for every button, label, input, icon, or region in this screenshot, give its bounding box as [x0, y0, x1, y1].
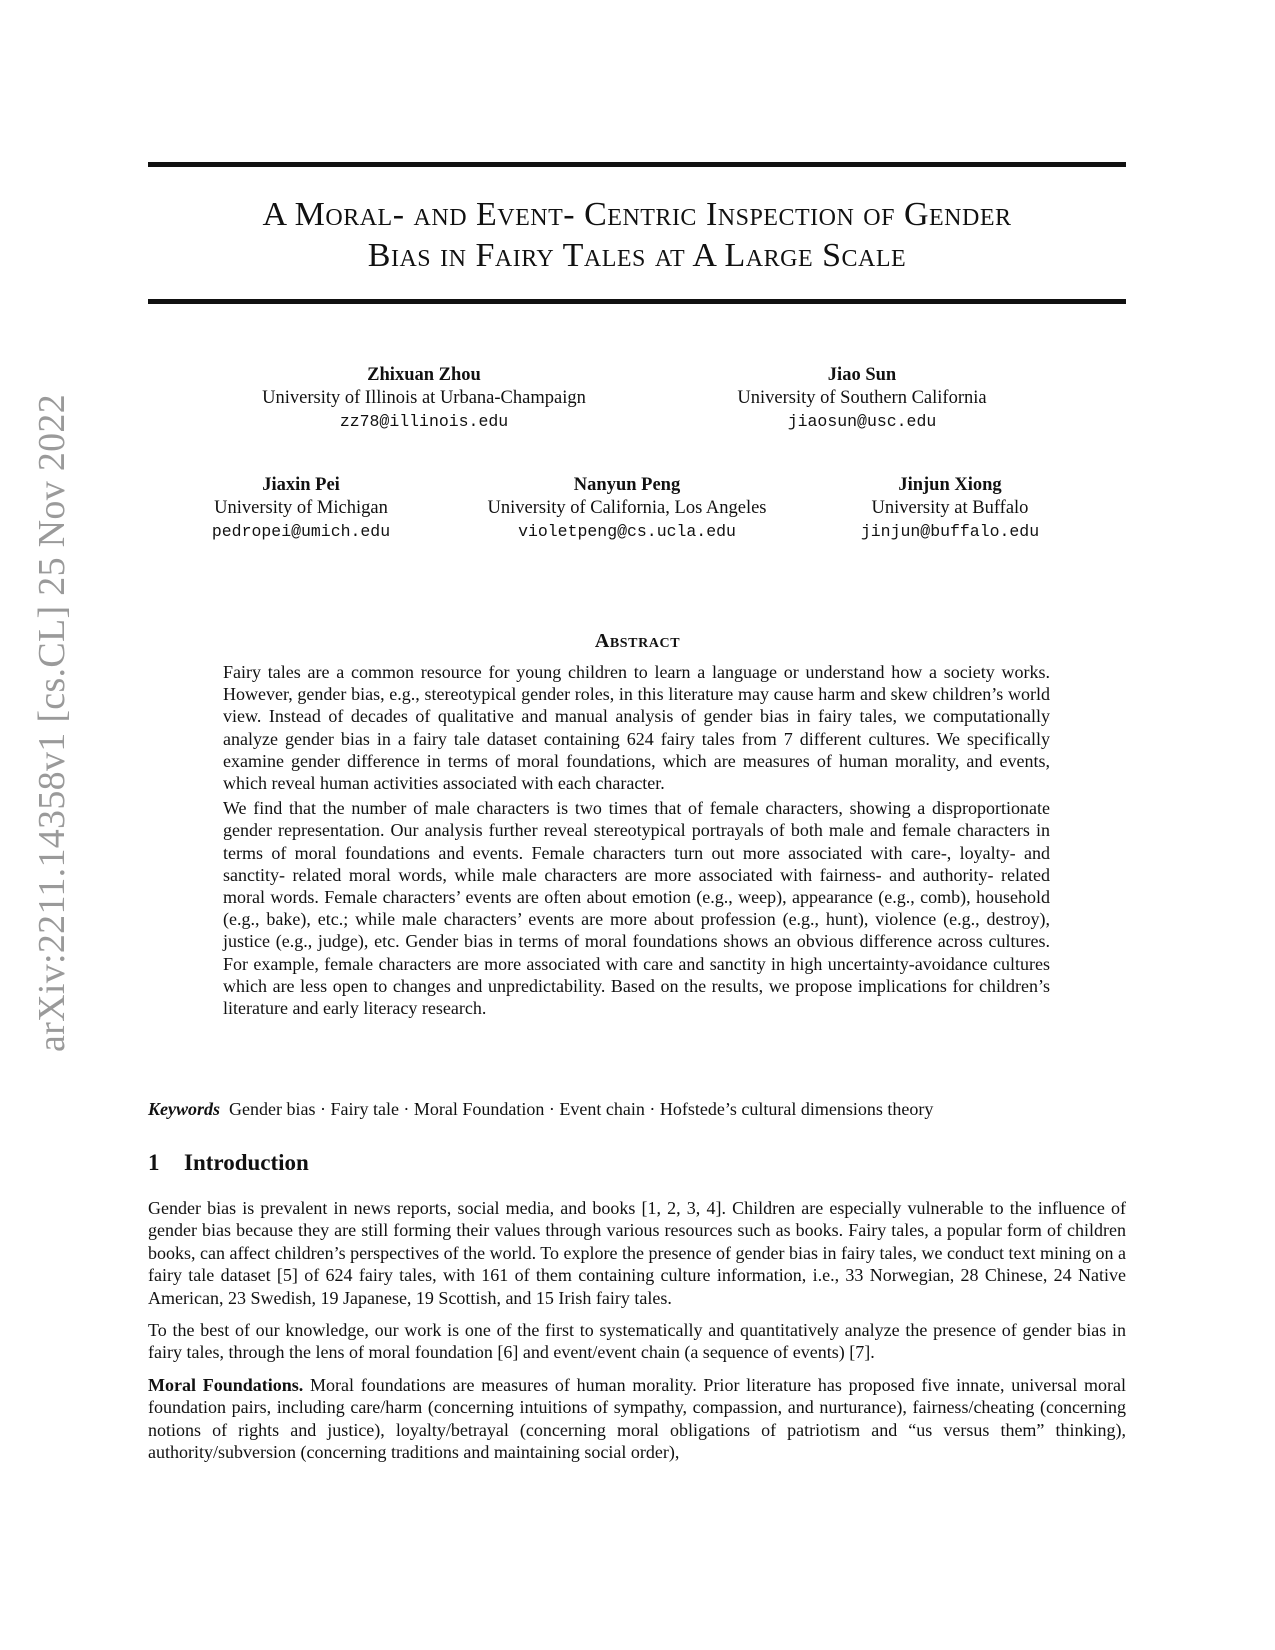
- section-heading: [148, 1150, 309, 1176]
- keywords-label: Keywords: [148, 1099, 220, 1119]
- author-affiliation: University of Michigan: [214, 498, 388, 518]
- arxiv-sidebar-stamp: [28, 376, 76, 1070]
- run-in-heading: Moral Foundations.: [148, 1374, 304, 1395]
- title-bottom-rule: [148, 299, 1126, 304]
- body-paragraph: Gender bias is prevalent in news reports, social media, and books [1, 2, 3, 4]. Children are especially vulnerable to the influence of gender bias because they are still forming their values through various resources such as books. Fairy tales, a popular form of children books, can affect children’s perspectives of the world. To explore the presence of gender bias in fairy tales, we conduct text mining on a fairy tale dataset [5] of 624 fairy tales, with 161 of them containing culture information, i.e., 33 Norwegian, 28 Chinese, 24 Native American, 23 Swedish, 19 Japanese, 19 Scottish, and 15 Irish fairy tales.: [148, 1198, 1126, 1308]
- keywords-text: Gender bias · Fairy tale · Moral Foundation · Event chain · Hofstede’s cultural dimensions theory: [229, 1099, 934, 1119]
- author-block: [737, 364, 986, 433]
- author-email[interactable]: violetpeng@cs.ucla.edu: [518, 522, 736, 541]
- body-paragraph: To the best of our knowledge, our work is one of the first to systematically and quantitatively analyze the presence of gender bias in fairy tales, through the lens of moral foundation [6] and event/event chain (a sequence of events) [7].: [148, 1320, 1126, 1363]
- body-paragraph-text: Moral foundations are measures of human morality. Prior literature has proposed five innate, universal moral foundation pairs, including care/harm (concerning intuitions of sympathy, compassion, and nurturance), fairness/cheating (concerning notions of rights and justice), loyalty/betrayal (concerning moral obligations of patriotism and “us versus them” thinking), authority/subversion (concerning traditions and maintaining social order),: [148, 1374, 1126, 1463]
- abstract-paragraph: We find that the number of male characters is two times that of female characters, showing a disproportionate gender representation. Our analysis further reveal stereotypical portrayals of both male and female characters in terms of moral foundations and events. Female characters turn out more associated with care-, loyalty- and sanctity- related moral words, while male characters are more associated with fairness- and authority- related moral words. Female characters’ events are often about emotion (e.g., weep), appearance (e.g., comb), household (e.g., bake), etc.; while male characters’ events are more about profession (e.g., hunt), violence (e.g., destroy), justice (e.g., judge), etc. Gender bias in terms of moral foundations shows an obvious difference across cultures. For example, female characters are more associated with care and sanctity in high uncertainty-avoidance cultures which are less open to changes and unpredictability. Based on the results, we propose implications for children’s literature and early literacy research.: [223, 798, 1050, 1019]
- title-top-rule: [148, 162, 1126, 167]
- title-line-1: A Moral- and Event- Centric Inspection of Gender: [262, 196, 1012, 233]
- keywords-line: [148, 1098, 1126, 1120]
- section-title: Introduction: [184, 1150, 309, 1175]
- author-affiliation: University at Buffalo: [871, 498, 1029, 518]
- section-number: 1: [148, 1150, 160, 1175]
- author-email[interactable]: jiaosun@usc.edu: [787, 412, 937, 431]
- author-email[interactable]: zz78@illinois.edu: [339, 412, 509, 431]
- abstract-body: [223, 661, 1050, 1022]
- author-name: Jiao Sun: [827, 365, 897, 385]
- author-name: Jiaxin Pei: [262, 475, 340, 495]
- author-affiliation: University of Illinois at Urbana-Champaign: [262, 388, 586, 408]
- abstract-paragraph: Fairy tales are a common resource for young children to learn a language or understand how a society works. However, gender bias, e.g., stereotypical gender roles, in this literature may cause harm and skew children’s world view. Instead of decades of qualitative and manual analysis of gender bias in fairy tales, we computationally analyze gender bias in a fairy tale dataset containing 624 fairy tales from 7 different cultures. We specifically examine gender difference in terms of moral foundations, which are measures of human morality, and events, which reveal human activities associated with each character.: [223, 662, 1050, 794]
- author-affiliation: University of Southern California: [737, 388, 987, 408]
- author-name: Nanyun Peng: [573, 475, 681, 495]
- author-block: [212, 474, 390, 543]
- abstract-heading: Abstract: [594, 630, 681, 652]
- section-body: [148, 1197, 1126, 1473]
- author-email[interactable]: jinjun@buffalo.edu: [860, 522, 1040, 541]
- author-affiliation: University of California, Los Angeles: [487, 498, 767, 518]
- title-line-2: Bias in Fairy Tales at A Large Scale: [367, 237, 907, 274]
- author-email[interactable]: pedropei@umich.edu: [211, 522, 391, 541]
- author-name: Zhixuan Zhou: [367, 365, 481, 385]
- body-paragraph: [148, 1374, 1126, 1464]
- author-block: [488, 474, 767, 543]
- author-block: [262, 364, 586, 433]
- arxiv-identifier: arXiv:2211.14358v1 [cs.CL] 25 Nov 2022: [31, 393, 73, 1053]
- paper-title: [148, 194, 1126, 276]
- author-name: Jinjun Xiong: [898, 475, 1002, 495]
- author-block: [861, 474, 1039, 543]
